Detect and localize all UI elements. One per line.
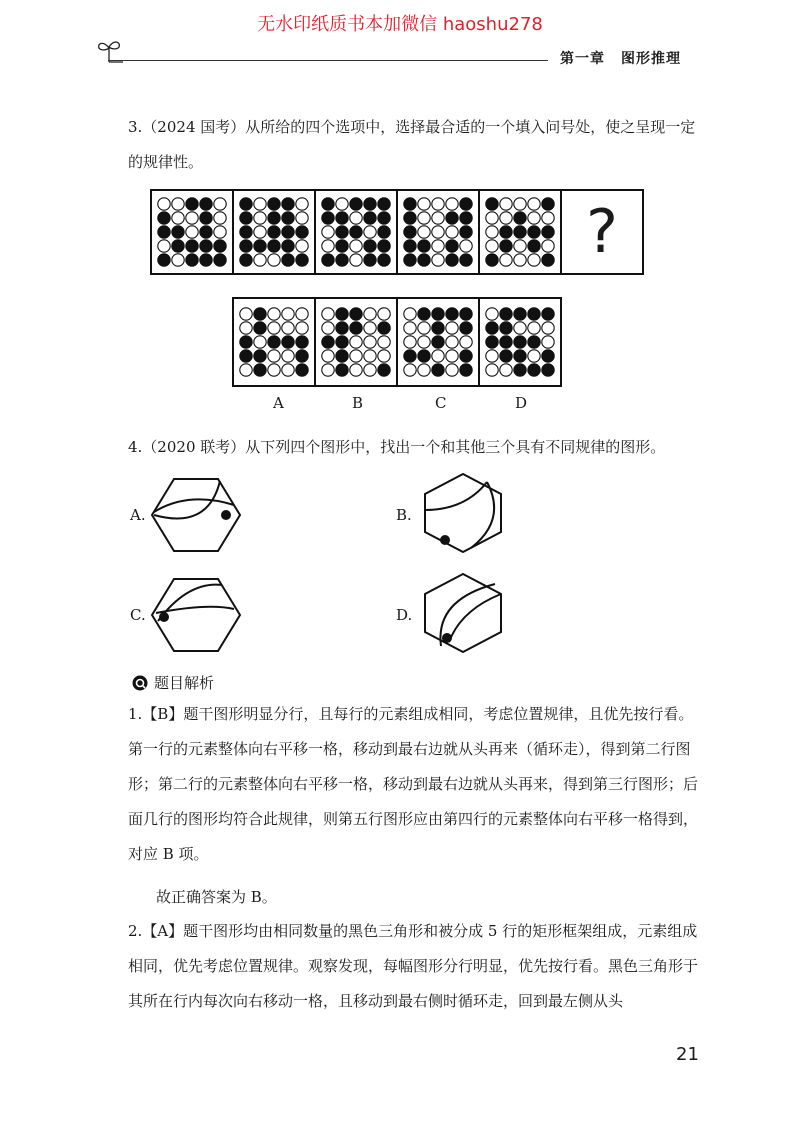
black-dot <box>336 322 348 334</box>
black-dot <box>172 240 184 252</box>
black-dot <box>378 322 390 334</box>
white-dot <box>486 364 498 376</box>
white-dot <box>528 322 540 334</box>
black-dot <box>282 254 294 266</box>
black-dot <box>240 336 252 348</box>
black-dot <box>254 350 266 362</box>
black-dot <box>542 198 554 210</box>
white-dot <box>296 198 308 210</box>
white-dot <box>486 350 498 362</box>
black-dot <box>186 240 198 252</box>
black-dot <box>404 350 416 362</box>
white-dot <box>240 322 252 334</box>
white-dot <box>322 364 334 376</box>
black-dot <box>378 254 390 266</box>
answer-2-text: 2.【A】题干图形均由相同数量的黑色三角形和被分成 5 行的矩形框架组成，元素组成相同，优先考虑位置规律。观察发现，每幅图形分行明显，优先按行看。黑色三角形于其所在行内每次向右移动一格，且移动到最右侧时循环走，回到最左侧从头 <box>128 922 699 1010</box>
black-dot <box>460 254 472 266</box>
white-dot <box>214 198 226 210</box>
white-dot <box>460 336 472 348</box>
black-dot <box>528 308 540 320</box>
black-dot <box>282 226 294 238</box>
white-dot <box>254 254 266 266</box>
black-dot <box>186 254 198 266</box>
black-dot <box>254 308 266 320</box>
white-dot <box>528 254 540 266</box>
black-dot <box>282 240 294 252</box>
white-dot <box>446 198 458 210</box>
option-a-label: A <box>273 394 284 412</box>
black-dot <box>282 212 294 224</box>
sequence-figure-5 <box>478 189 562 275</box>
black-dot <box>542 308 554 320</box>
white-dot <box>268 322 280 334</box>
black-dot <box>514 308 526 320</box>
white-dot <box>350 212 362 224</box>
black-dot <box>268 198 280 210</box>
option-b-label: B <box>352 394 364 412</box>
white-dot <box>514 254 526 266</box>
white-dot <box>322 350 334 362</box>
answer-1-conclusion: 故正确答案为 B。 <box>156 888 277 906</box>
white-dot <box>364 322 376 334</box>
chapter-number: 第一章 <box>560 51 605 67</box>
white-dot <box>268 364 280 376</box>
black-dot <box>486 198 498 210</box>
question-mark-cell <box>560 189 644 275</box>
white-dot <box>350 364 362 376</box>
black-dot <box>418 240 430 252</box>
black-dot <box>350 226 362 238</box>
black-dot <box>486 254 498 266</box>
black-dot <box>214 254 226 266</box>
white-dot <box>240 364 252 376</box>
black-dot <box>254 240 266 252</box>
white-dot <box>514 322 526 334</box>
white-dot <box>268 308 280 320</box>
black-dot <box>268 336 280 348</box>
white-dot <box>432 212 444 224</box>
white-dot <box>282 350 294 362</box>
white-dot <box>322 240 334 252</box>
white-dot <box>446 364 458 376</box>
black-dot <box>322 336 334 348</box>
black-dot <box>158 226 170 238</box>
white-dot <box>486 308 498 320</box>
black-dot <box>200 212 212 224</box>
black-dot <box>240 198 252 210</box>
black-dot <box>282 198 294 210</box>
black-dot <box>336 226 348 238</box>
white-dot <box>240 308 252 320</box>
white-dot <box>446 226 458 238</box>
question-4-text: 4.（2020 联考）从下列四个图形中，找出一个和其他三个具有不同规律的图形。 <box>128 438 666 456</box>
white-dot <box>542 212 554 224</box>
analysis-heading <box>132 672 214 693</box>
black-dot <box>500 240 512 252</box>
black-dot <box>460 350 472 362</box>
black-dot <box>336 364 348 376</box>
sequence-figure-3 <box>314 189 398 275</box>
option-a-figure[interactable] <box>232 297 316 387</box>
black-dot <box>460 364 472 376</box>
white-dot <box>418 336 430 348</box>
white-dot <box>418 322 430 334</box>
white-dot <box>432 198 444 210</box>
black-dot <box>528 226 540 238</box>
black-dot <box>282 336 294 348</box>
white-dot <box>254 336 266 348</box>
black-dot <box>418 254 430 266</box>
black-dot <box>514 336 526 348</box>
black-dot <box>404 240 416 252</box>
black-dot <box>336 308 348 320</box>
black-dot <box>528 336 540 348</box>
chapter-title: 图形推理 <box>621 51 681 67</box>
white-dot <box>350 350 362 362</box>
sequence-figure-4 <box>396 189 480 275</box>
black-dot <box>404 254 416 266</box>
white-dot <box>172 198 184 210</box>
option-d-label: D <box>515 394 528 412</box>
black-dot <box>336 336 348 348</box>
white-dot <box>514 240 526 252</box>
black-dot <box>186 198 198 210</box>
option-c-figure[interactable] <box>396 297 480 387</box>
white-dot <box>528 198 540 210</box>
sequence-figure-1 <box>150 189 234 275</box>
white-dot <box>172 212 184 224</box>
dot-grid <box>155 195 229 269</box>
white-dot <box>446 336 458 348</box>
black-dot <box>432 364 444 376</box>
black-dot <box>404 198 416 210</box>
white-dot <box>364 364 376 376</box>
black-dot <box>460 322 472 334</box>
hexagon-c-figure[interactable] <box>148 575 244 655</box>
option-b-figure[interactable] <box>314 297 398 387</box>
white-dot <box>514 198 526 210</box>
sequence-figure-2 <box>232 189 316 275</box>
question-mark: ? <box>586 197 618 267</box>
black-dot <box>514 212 526 224</box>
black-dot <box>158 212 170 224</box>
black-dot <box>336 254 348 266</box>
white-dot <box>268 350 280 362</box>
black-dot <box>364 198 376 210</box>
white-dot <box>158 240 170 252</box>
white-dot <box>322 226 334 238</box>
black-dot <box>378 226 390 238</box>
black-dot <box>460 226 472 238</box>
black-dot <box>350 308 362 320</box>
dot-grid <box>319 305 393 379</box>
white-dot <box>404 364 416 376</box>
white-dot <box>214 226 226 238</box>
analysis-title: 题目解析 <box>154 674 215 692</box>
white-dot <box>268 254 280 266</box>
hex-d-label: D. <box>396 606 413 624</box>
white-dot <box>418 198 430 210</box>
black-dot <box>500 322 512 334</box>
white-dot <box>542 240 554 252</box>
black-dot <box>446 254 458 266</box>
white-dot <box>254 212 266 224</box>
white-dot <box>158 198 170 210</box>
dot-grid <box>319 195 393 269</box>
question-3-text: 3.（2024 国考）从所给的四个选项中，选择最合适的一个填入问号处，使之呈现一定的规律性。 <box>128 118 696 171</box>
black-dot <box>322 254 334 266</box>
black-dot <box>446 308 458 320</box>
black-dot <box>378 240 390 252</box>
white-dot <box>254 226 266 238</box>
black-dot <box>240 350 252 362</box>
black-dot <box>542 226 554 238</box>
black-dot <box>322 212 334 224</box>
black-dot <box>364 240 376 252</box>
white-dot <box>418 212 430 224</box>
black-dot <box>500 308 512 320</box>
black-dot <box>240 226 252 238</box>
white-dot <box>404 322 416 334</box>
white-dot <box>446 350 458 362</box>
black-dot <box>500 350 512 362</box>
black-dot <box>446 212 458 224</box>
white-dot <box>282 308 294 320</box>
black-dot <box>514 226 526 238</box>
white-dot <box>322 308 334 320</box>
white-dot <box>364 350 376 362</box>
black-dot <box>378 364 390 376</box>
white-dot <box>322 322 334 334</box>
black-dot <box>200 198 212 210</box>
white-dot <box>528 212 540 224</box>
black-dot <box>446 240 458 252</box>
black-dot <box>404 212 416 224</box>
black-dot <box>254 322 266 334</box>
black-dot <box>500 226 512 238</box>
white-dot <box>418 364 430 376</box>
black-dot <box>296 254 308 266</box>
white-dot <box>486 212 498 224</box>
black-dot <box>460 198 472 210</box>
dot-grid <box>401 195 475 269</box>
black-dot <box>350 322 362 334</box>
white-dot <box>282 322 294 334</box>
white-dot <box>364 226 376 238</box>
white-dot <box>378 350 390 362</box>
black-dot <box>418 350 430 362</box>
white-dot <box>432 350 444 362</box>
white-dot <box>350 254 362 266</box>
black-dot <box>268 212 280 224</box>
black-dot <box>500 336 512 348</box>
black-dot <box>514 350 526 362</box>
watermark-text: 无水印纸质书本加微信 haoshu278 <box>257 14 543 35</box>
black-dot <box>240 254 252 266</box>
white-dot <box>364 336 376 348</box>
page-number: 21 <box>676 1044 699 1065</box>
white-dot <box>500 212 512 224</box>
analysis-icon <box>132 675 148 691</box>
black-dot <box>432 322 444 334</box>
black-dot <box>158 254 170 266</box>
option-c-label: C <box>435 394 447 412</box>
white-dot <box>296 240 308 252</box>
hexagon-b-figure[interactable] <box>415 470 511 554</box>
dot-grid <box>237 195 311 269</box>
white-dot <box>418 226 430 238</box>
dot-grid <box>483 195 557 269</box>
white-dot <box>186 226 198 238</box>
black-dot <box>268 226 280 238</box>
white-dot <box>432 254 444 266</box>
black-dot <box>542 364 554 376</box>
black-dot <box>364 212 376 224</box>
black-dot <box>336 240 348 252</box>
hexagon-a-figure[interactable] <box>148 475 244 555</box>
black-dot <box>296 350 308 362</box>
black-dot <box>528 240 540 252</box>
black-dot <box>214 240 226 252</box>
black-dot <box>296 226 308 238</box>
black-dot <box>378 212 390 224</box>
white-dot <box>378 308 390 320</box>
dot-grid <box>483 305 557 379</box>
white-dot <box>296 308 308 320</box>
white-dot <box>542 322 554 334</box>
black-dot <box>200 254 212 266</box>
question-3-sequence <box>150 189 642 273</box>
white-dot <box>364 308 376 320</box>
black-dot <box>528 364 540 376</box>
black-dot <box>322 198 334 210</box>
dot-grid <box>237 305 311 379</box>
white-dot <box>404 308 416 320</box>
white-dot <box>460 240 472 252</box>
black-dot <box>542 254 554 266</box>
white-dot <box>528 350 540 362</box>
white-dot <box>486 226 498 238</box>
white-dot <box>214 212 226 224</box>
black-dot <box>240 240 252 252</box>
black-dot <box>268 240 280 252</box>
dot-grid <box>401 305 475 379</box>
white-dot <box>282 364 294 376</box>
white-dot <box>404 336 416 348</box>
option-d-figure[interactable] <box>478 297 562 387</box>
white-dot <box>432 226 444 238</box>
white-dot <box>486 240 498 252</box>
black-dot <box>460 212 472 224</box>
white-dot <box>500 254 512 266</box>
white-dot <box>432 240 444 252</box>
black-dot <box>296 364 308 376</box>
hex-a-label: A. <box>130 506 146 524</box>
black-dot <box>514 364 526 376</box>
white-dot <box>378 336 390 348</box>
black-dot <box>378 198 390 210</box>
black-dot <box>336 350 348 362</box>
white-dot <box>296 212 308 224</box>
white-dot <box>254 198 266 210</box>
black-dot <box>200 240 212 252</box>
black-dot <box>254 364 266 376</box>
black-dot <box>336 212 348 224</box>
header-rule <box>108 60 548 61</box>
running-header <box>560 48 681 68</box>
black-dot <box>542 350 554 362</box>
black-dot <box>460 308 472 320</box>
black-dot <box>350 198 362 210</box>
black-dot <box>486 336 498 348</box>
black-dot <box>432 308 444 320</box>
white-dot <box>500 364 512 376</box>
hex-b-label: B. <box>396 506 412 524</box>
question-3-options <box>232 297 560 385</box>
black-dot <box>404 226 416 238</box>
hexagon-d-figure[interactable] <box>415 570 511 654</box>
white-dot <box>542 336 554 348</box>
white-dot <box>350 240 362 252</box>
white-dot <box>296 322 308 334</box>
black-dot <box>200 226 212 238</box>
black-dot <box>432 336 444 348</box>
white-dot <box>446 322 458 334</box>
hex-c-label: C. <box>130 606 146 624</box>
white-dot <box>186 212 198 224</box>
black-dot <box>364 254 376 266</box>
answer-1-text: 1.【B】题干图形明显分行，且每行的元素组成相同，考虑位置规律，且优先按行看。第一行的元素整体向右平移一格，移动到最右边就从头再来（循环走），得到第二行图形；第二行的元素整体向右平移一格，移动到最右边就从头再来，得到第三行图形；后面几行的图形均符合此规律，则第五行图形应由第四行的元素整体向右平移一格得到，对应 B 项。 <box>128 705 699 863</box>
black-dot <box>240 212 252 224</box>
white-dot <box>500 198 512 210</box>
white-dot <box>350 336 362 348</box>
black-dot <box>296 336 308 348</box>
black-dot <box>418 308 430 320</box>
white-dot <box>336 198 348 210</box>
black-dot <box>172 226 184 238</box>
black-dot <box>486 322 498 334</box>
white-dot <box>172 254 184 266</box>
